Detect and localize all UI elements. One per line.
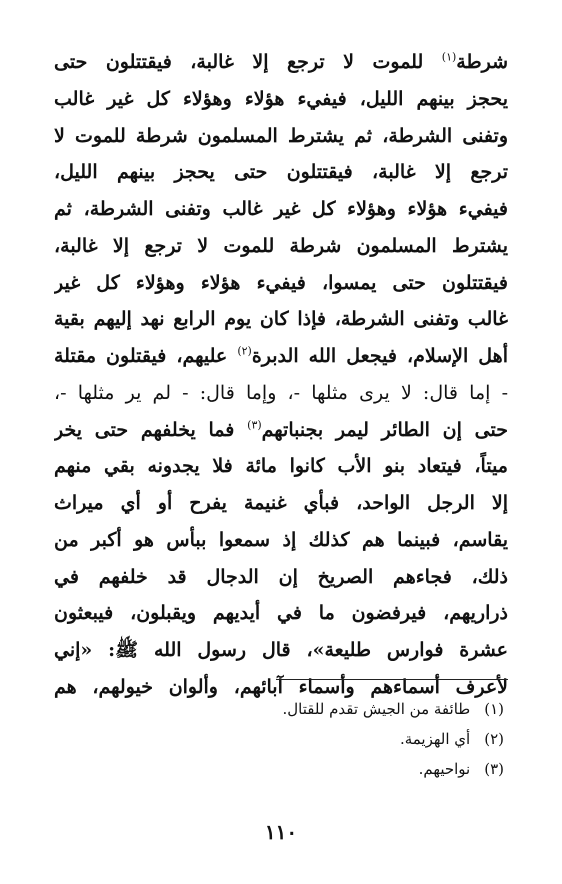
text-line — [54, 228, 508, 265]
text-line — [54, 448, 508, 485]
text-segment: لأعرف أسماءهم وأسماء آبائهم، وألوان خيولهم، هم — [54, 675, 508, 698]
text-line — [54, 265, 508, 302]
footnote-marker: (٣) — [247, 418, 262, 432]
footnote-text: أي الهزيمة. — [399, 730, 471, 748]
footnotes-list — [54, 694, 504, 784]
text-line — [54, 44, 508, 81]
text-segment: فما يخلفهم حتى يخر — [54, 418, 248, 441]
text-segment: - إما قال: لا يرى مثلها -، وإما قال: - لم ير مثلها -، — [54, 381, 508, 404]
text-line — [54, 301, 508, 338]
text-line — [54, 375, 508, 412]
text-segment: إلا الرجل الواحد، فبأي غنيمة يفرح أو أي ميراث — [54, 492, 508, 514]
text-segment: غالب وتفنى الشرطة، فإذا كان يوم الرابع نهد إليهم بقية — [54, 308, 508, 331]
text-segment: عليهم، فيقتلون مقتلة — [54, 345, 238, 367]
text-line — [54, 522, 508, 559]
text-line — [54, 154, 508, 191]
footnote-separator — [276, 679, 508, 680]
page-number: ١١٠ — [264, 820, 298, 844]
footnote-number: (١) — [484, 700, 504, 718]
footnote-text: نواحيهم. — [418, 760, 471, 778]
text-segment: ذراريهم، فيرفضون ما في أيديهم ويقبلون، فيبعثون — [54, 602, 508, 625]
footnote-item — [54, 694, 504, 724]
text-line — [54, 118, 508, 155]
text-segment: حتى إن الطائر ليمر بجنباتهم — [261, 418, 508, 441]
footnote-text: طائفة من الجيش تقدم للقتال. — [282, 700, 471, 718]
text-segment: شرطة — [456, 51, 508, 73]
text-segment: يحجز بينهم الليل، فيفيء هؤلاء وهؤلاء كل غير غالب — [54, 87, 508, 110]
footnote-number: (٢) — [484, 730, 504, 748]
text-segment: عشرة فوارس طليعة»، قال رسول الله ﷺ: «إني — [54, 639, 508, 661]
footnote-number: (٣) — [484, 760, 504, 778]
text-line — [54, 338, 508, 375]
text-segment: فيفيء هؤلاء وهؤلاء كل غير غالب وتفنى الشرطة، ثم — [54, 198, 508, 220]
text-segment: للموت لا ترجع إلا غالبة، فيقتتلون حتى — [54, 51, 442, 73]
text-line — [54, 595, 508, 632]
text-line — [54, 191, 508, 228]
text-line — [54, 559, 508, 596]
text-segment: ذلك، فجاءهم الصريخ إن الدجال قد خلفهم في — [54, 565, 508, 588]
footnote-marker: (١) — [441, 50, 457, 64]
text-line — [54, 485, 508, 522]
text-segment: ميتاً، فيتعاد بنو الأب كانوا مائة فلا يجدونه بقي منهم — [54, 455, 508, 478]
text-segment: وتفنى الشرطة، ثم يشترط المسلمون شرطة للموت لا — [54, 124, 508, 147]
text-line — [54, 81, 508, 118]
text-segment: يشترط المسلمون شرطة للموت لا ترجع إلا غالبة، — [54, 234, 508, 257]
text-segment: فيقتتلون حتى يمسوا، فيفيء هؤلاء وهؤلاء كل غير — [54, 271, 508, 294]
text-line — [54, 412, 508, 449]
footnote-marker: (٢) — [237, 344, 252, 358]
main-text — [54, 44, 508, 706]
footnote-item — [54, 754, 504, 784]
text-segment: يقاسم، فبينما هم كذلك إذ سمعوا ببأس هو أكبر من — [54, 528, 508, 551]
text-segment: ترجع إلا غالبة، فيقتتلون حتى يحجز بينهم الليل، — [54, 161, 508, 184]
footnote-item — [54, 724, 504, 754]
text-segment: أهل الإسلام، فيجعل الله الدبرة — [251, 345, 508, 367]
text-line — [54, 632, 508, 669]
